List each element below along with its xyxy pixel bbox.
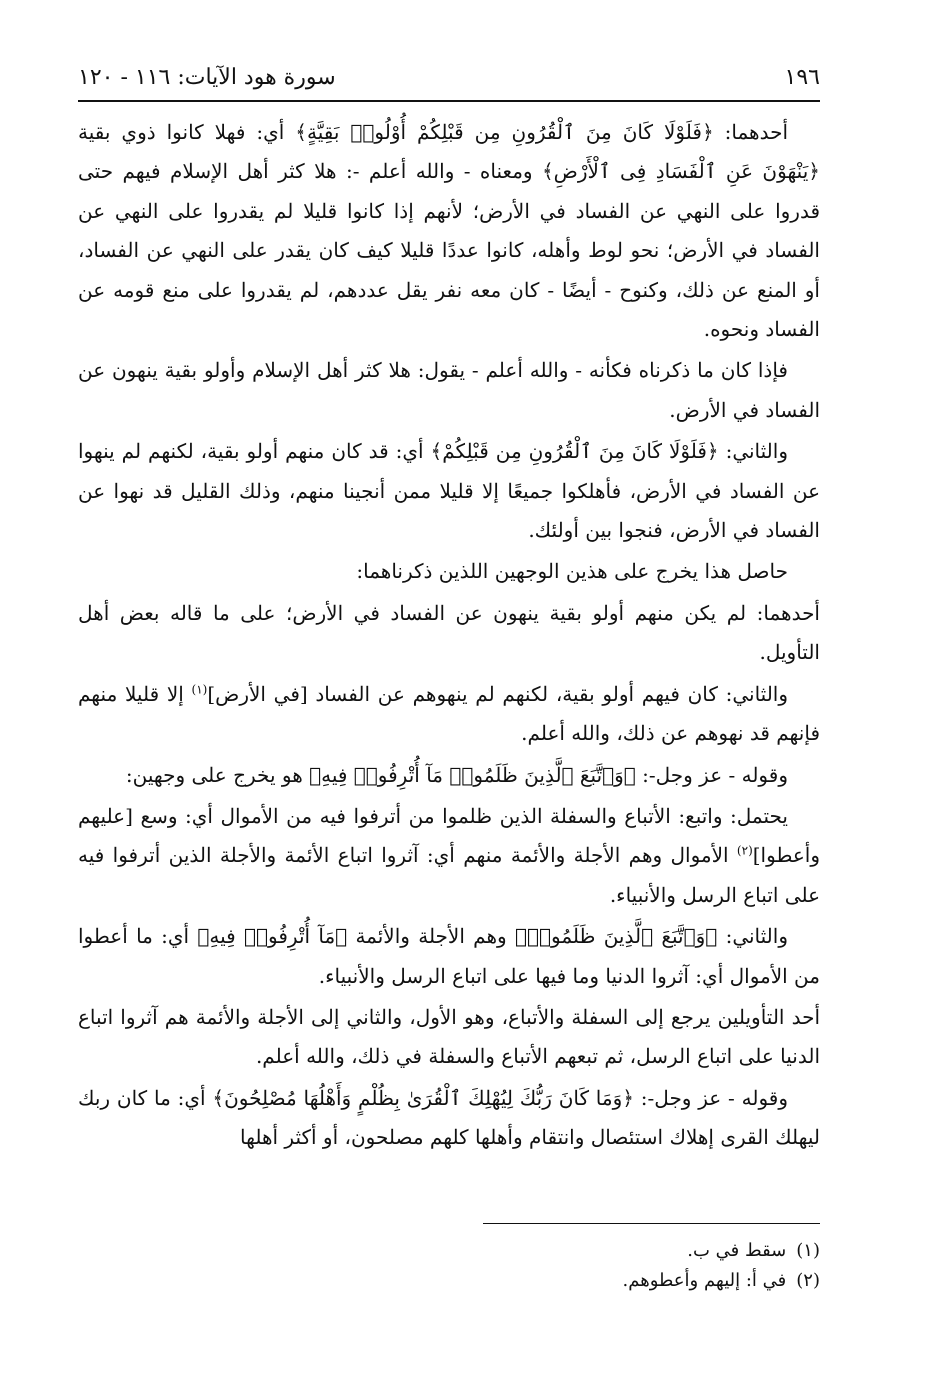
footnote [78,1236,820,1266]
paragraph [78,797,820,915]
paragraph: وقوله - عز وجل-: ﴿وَمَا كَانَ رَبُّكَ لِيُهْلِكَ ٱلْقُرَىٰ بِظُلْمٍ وَأَهْلُهَا مُصْلِحُونَ﴾ أي: ما كان ربك ليهلك القرى إهلاك استئصال وانتقام وأهلها كلهم مصلحون، أو أكثر أهلها [78,1085,820,1150]
paragraph: أحدهما: ﴿فَلَوْلَا كَانَ مِنَ ٱلْقُرُونِ مِن قَبْلِكُمْ أُوْلُوا۟ بَقِيَّةٍ﴾ أي: فهلا كانوا ذوي بقية ﴿يَنْهَوْنَ عَنِ ٱلْفَسَادِ فِى ٱلْأَرْضِ﴾ ومعناه - والله أعلم -: هلا كثر أهل الإسلام فيهم حتى قدروا على النهي عن الفساد في الأرض؛ لأنهم إذا كانوا قليلا لم يقدروا على النهي عن الفساد في الأرض؛ نحو لوط وأهله، كانوا عددًا قليلا كيف كان يقدر على النهي عن الفساد، أو المنع عن ذلك، وكنوح - أيضًا - كان معه نفر يقل عددهم، لم يقدروا على منع قومه عن الفساد ونحوه. [78,120,821,342]
paragraph: فإذا كان ما ذكرناه فكأنه - والله أعلم - يقول: هلا كثر أهل الإسلام وأولو بقية ينهون عن الفساد في الأرض. [78,358,820,422]
paragraph [78,675,820,754]
footnote-text: في أ: إليهم وأعطوهم. [622,1270,787,1291]
page-header [78,60,820,102]
footnote-number: (١) [796,1240,820,1261]
footnote-ref: (٢) [736,843,753,858]
paragraph: حاصل هذا يخرج على هذين الوجهين اللذين ذكرناهما: [356,559,788,584]
running-title: سورة هود الآيات: ١١٦ - ١٢٠ [78,65,336,90]
paragraph-part: يحتمل: واتبع: الأتباع والسفلة الذين ظلموا من أترفوا فيه من الأموال أي: وسع [عليهم وأعطوا] [78,803,820,868]
footnote-text: سقط في ب. [687,1240,787,1261]
paragraph-part: الأموال وهم الأجلة والأئمة منهم أي: آثروا اتباع الأئمة والأجلة الذين أترفوا فيه على اتباع الرسل والأنبياء. [78,843,820,907]
footnotes [78,1236,820,1296]
footnote-number: (٢) [796,1270,820,1291]
footnote-divider [483,1223,820,1224]
paragraph: والثاني: ﴿فَلَوْلَا كَانَ مِنَ ٱلْقُرُونِ مِن قَبْلِكُمْ﴾ أي: قد كان منهم أولو بقية، لكنهم لم ينهوا عن الفساد في الأرض، فأهلكوا جميعًا إلا قليلا ممن أنجينا منهم، وذلك القليل قد نهوا عن الفساد في الأرض، فنجوا بين أولئك. [78,439,820,543]
paragraph: وقوله - عز وجل-: ﴿وَٱتَّبَعَ ٱلَّذِينَ ظَلَمُوا۟ مَآ أُتْرِفُوا۟ فِيهِ﴾ هو يخرج على وجهين: [125,762,788,787]
page-number: ١٩٦ [784,65,820,90]
footnote [78,1266,820,1296]
footnote-ref: (١) [191,682,208,697]
paragraph: أحدهما: لم يكن منهم أولو بقية ينهون عن الفساد في الأرض؛ على ما قاله بعض أهل التأويل. [78,600,820,665]
paragraph: والثاني: ﴿وَٱتَّبَعَ ٱلَّذِينَ ظَلَمُوا۟﴾ وهم الأجلة والأئمة ﴿مَآ أُتْرِفُوا۟ فِيهِ﴾ أي: ما أعطوا من الأموال أي: آثروا الدنيا وما فيها على اتباع الرسل والأنبياء. [78,924,820,988]
paragraph-part: والثاني: كان فيهم أولو بقية، لكنهم لم ينهوهم عن الفساد [في الأرض] [207,681,789,706]
paragraph: أحد التأويلين يرجع إلى السفلة والأتباع، وهو الأول، والثاني إلى الأجلة والأئمة هم آثروا اتباع الدنيا على اتباع الرسل، ثم تبعهم الأتباع والسفلة في ذلك، والله أعلم. [78,1004,820,1069]
paragraph-part: إلا قليلا منهم فإنهم قد نهوهم عن ذلك، والله أعلم. [78,681,820,746]
main-text [78,113,820,1160]
